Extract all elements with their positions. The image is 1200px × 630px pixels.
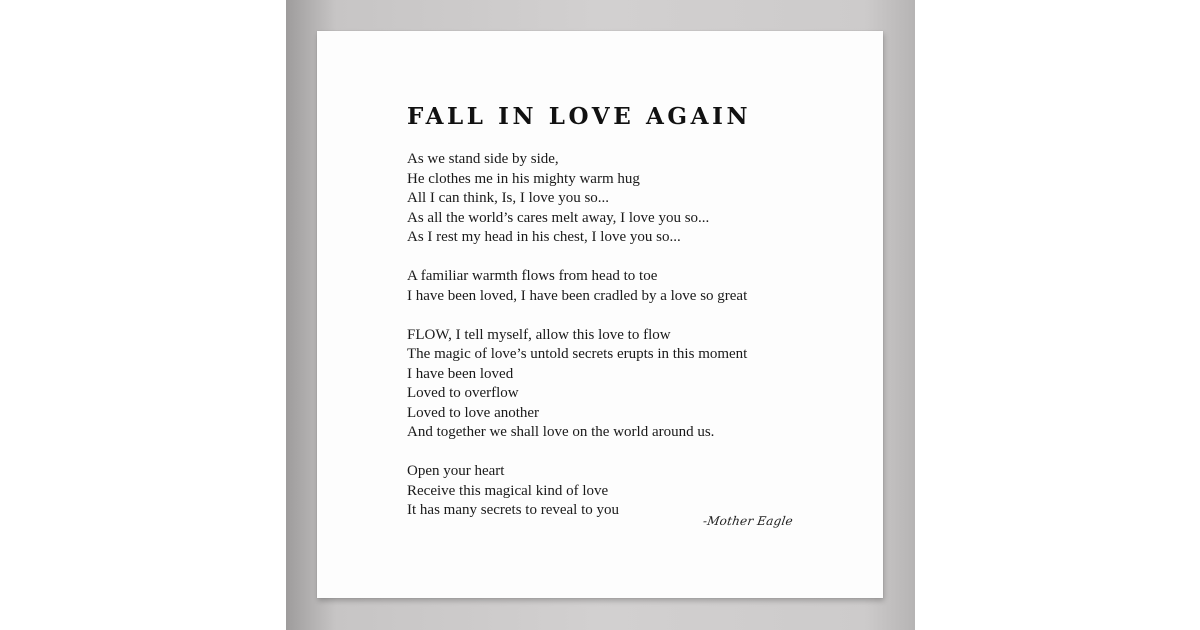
poem-line: FLOW, I tell myself, allow this love to flow: [407, 326, 671, 343]
stanza-2: [407, 267, 847, 306]
poem-line: As we stand side by side,: [407, 151, 559, 167]
stanza-4: [407, 462, 847, 521]
poem-line: I have been loved, I have been cradled by a love so great: [407, 287, 748, 304]
poem-poster: [317, 31, 883, 598]
poem-line: As I rest my head in his chest, I love you so...: [407, 229, 681, 245]
poem-body: [407, 150, 847, 521]
poem-line: A familiar warmth flows from head to toe: [407, 268, 658, 284]
poem-line: The magic of love’s untold secrets erupts in this moment: [407, 346, 748, 362]
poem-line: It has many secrets to reveal to you: [407, 502, 620, 518]
author-signature: -Mother Eagle: [702, 514, 794, 528]
stanza-3: [407, 326, 847, 443]
poem-line: He clothes me in his mighty warm hug: [407, 170, 640, 187]
poem-line: And together we shall love on the world around us.: [407, 424, 715, 440]
poem-line: I have been loved: [407, 365, 514, 382]
poem-line: All I can think, Is, I love you so...: [407, 190, 610, 206]
poem-line: Loved to overflow: [407, 385, 519, 401]
poem-line: Open your heart: [407, 463, 505, 479]
poem-line: As all the world’s cares melt away, I love you so...: [407, 209, 710, 226]
poem-title: FALL IN LOVE AGAIN: [407, 103, 752, 130]
poem-line: Receive this magical kind of love: [407, 482, 609, 499]
stanza-1: [407, 150, 847, 248]
poem-line: Loved to love another: [407, 404, 540, 421]
